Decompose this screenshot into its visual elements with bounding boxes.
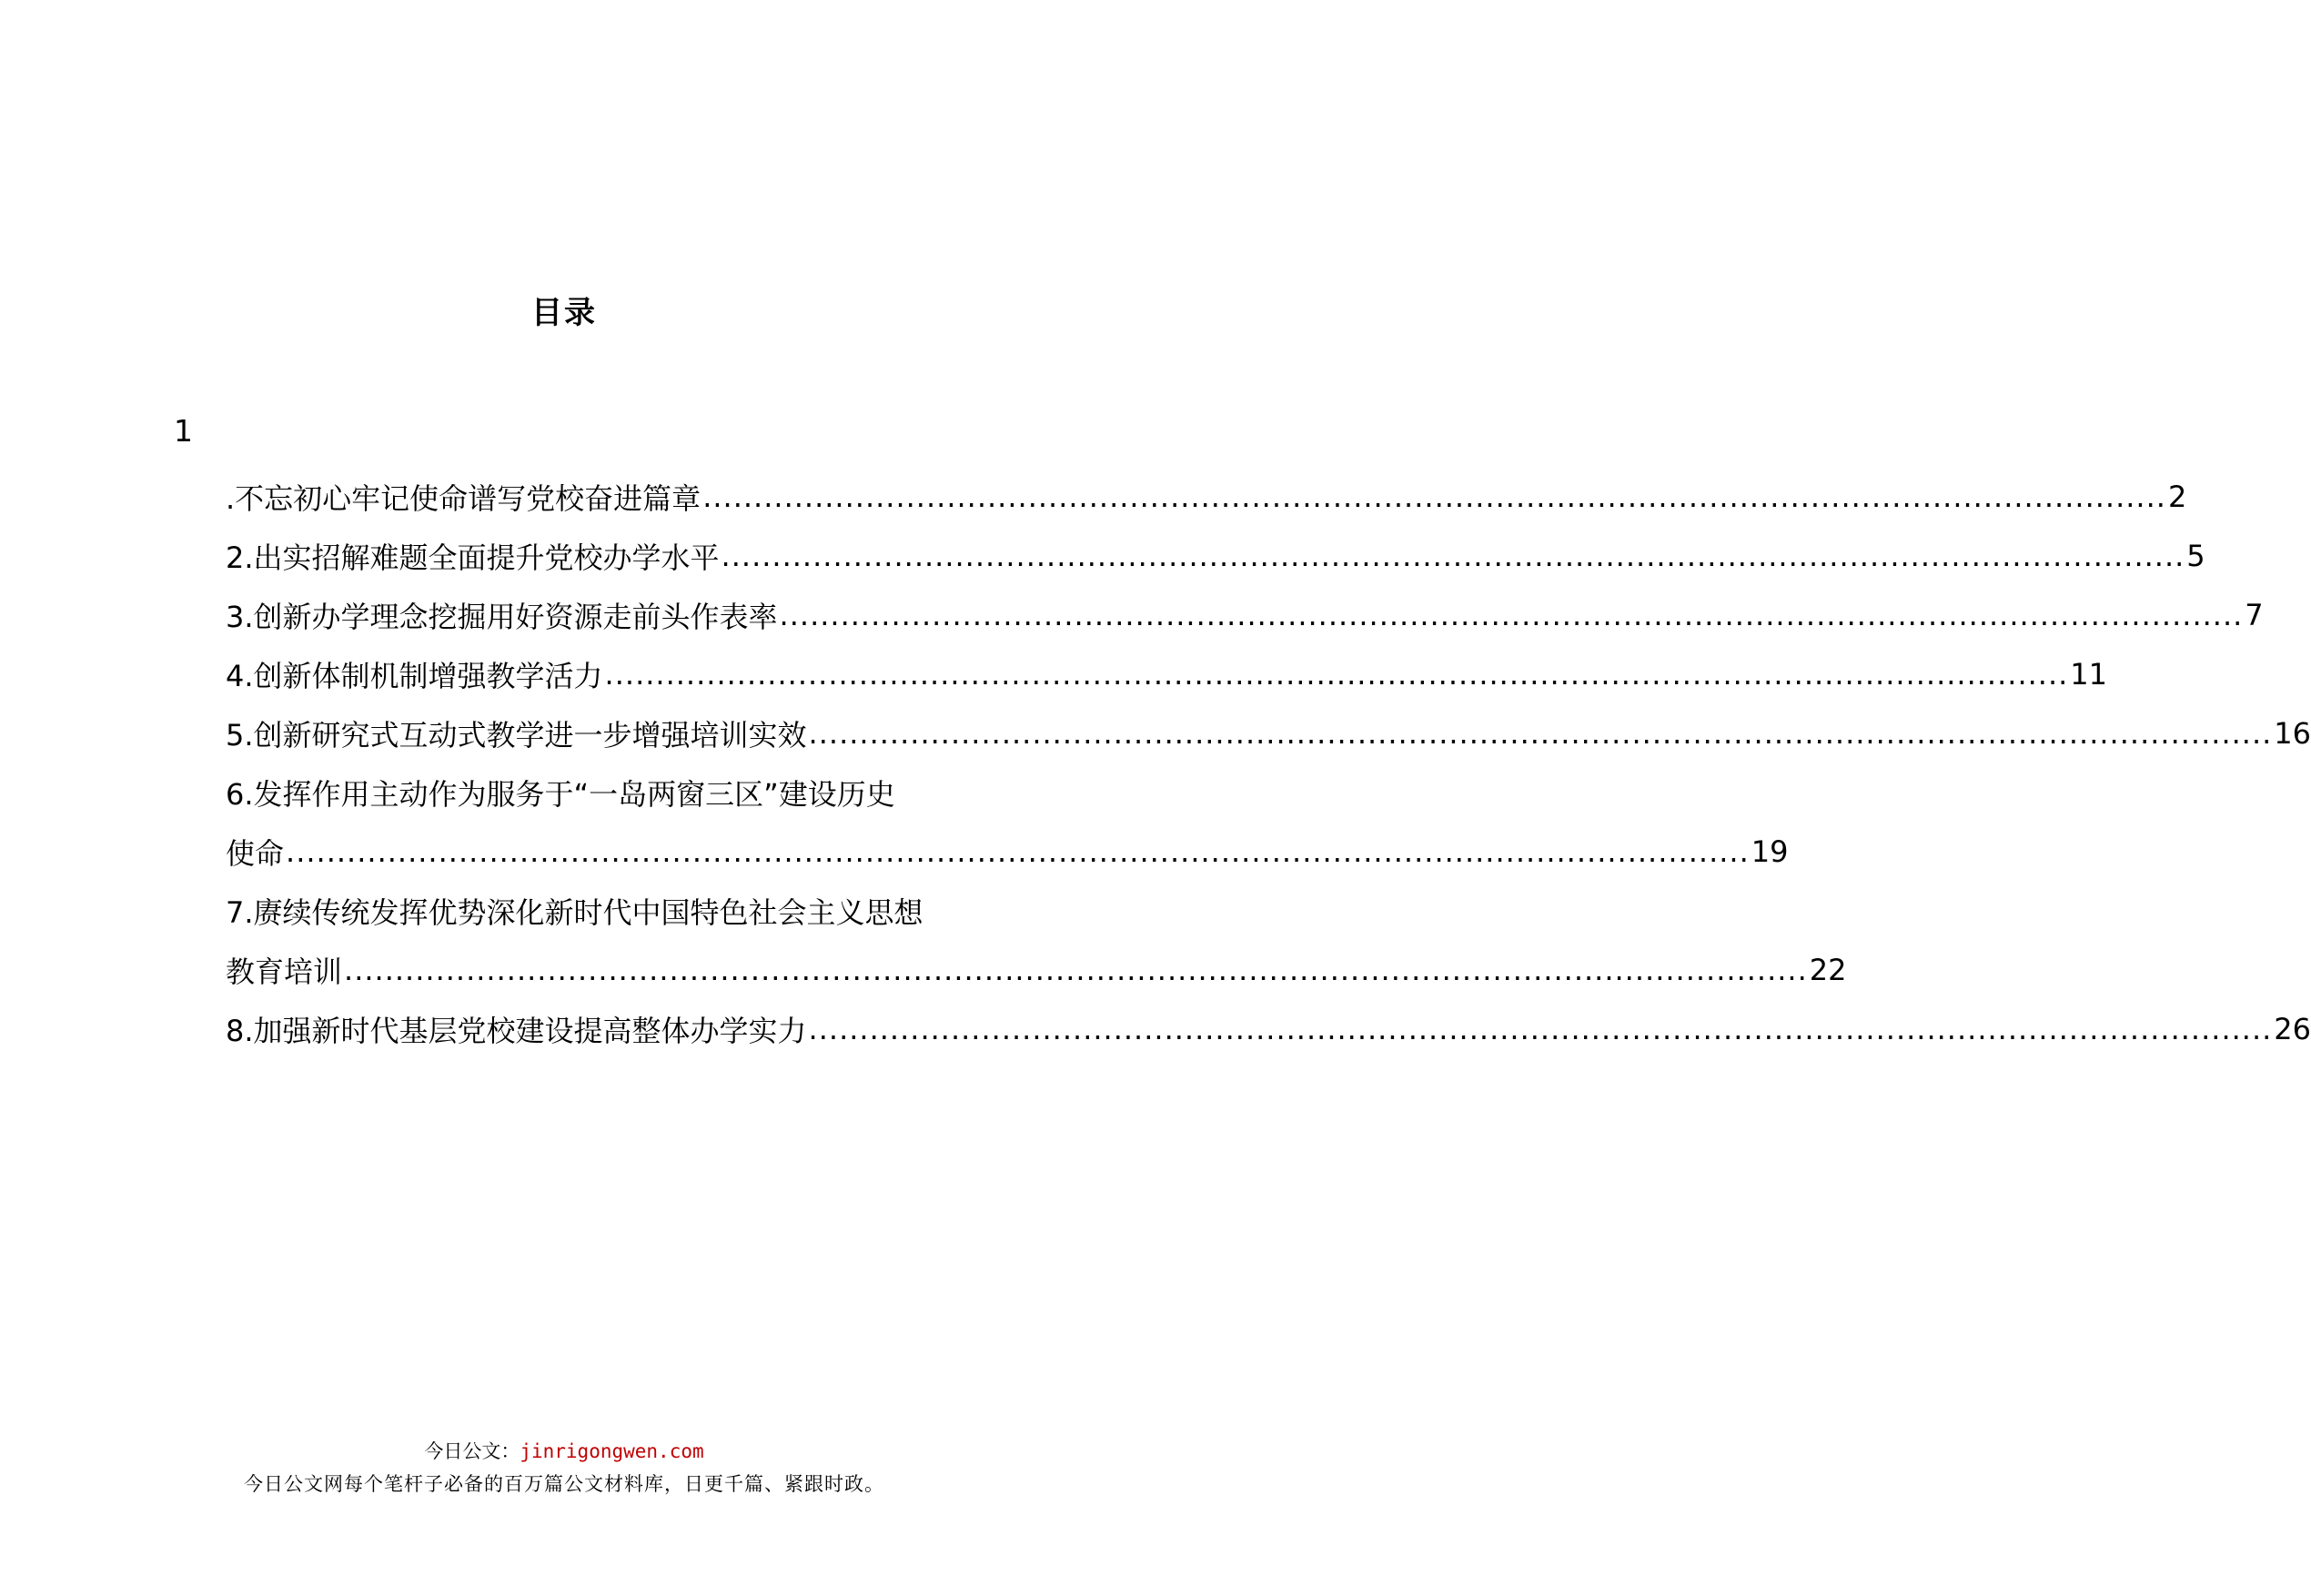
toc-entry-3[interactable] bbox=[226, 585, 2264, 644]
toc-entry-title: 4.创新体制机制增强教学活力 bbox=[226, 658, 603, 693]
toc-page-number: 26 bbox=[2274, 1011, 2311, 1046]
toc-entry-title: 6.发挥作用主动作为服务于“一岛两窗三区”建设历史 bbox=[226, 776, 895, 812]
toc-entry-title: 3.创新办学理念挖掘用好资源走前头作表率 bbox=[226, 599, 778, 634]
toc-entry-7-line-2[interactable] bbox=[226, 940, 1847, 999]
toc-entry-title: 教育培训 bbox=[226, 954, 343, 989]
toc-dot-leader: ................................................................................................................................................ bbox=[702, 479, 2166, 514]
toc-entry-title: .不忘初心牢记使命谱写党校奋进篇章 bbox=[226, 480, 701, 516]
toc-entry-5[interactable] bbox=[226, 703, 2311, 763]
toc-page-number: 5 bbox=[2186, 538, 2205, 573]
toc-dot-leader: ................................................................................................................................................ bbox=[808, 1011, 2273, 1046]
toc-entry-2[interactable] bbox=[226, 526, 2205, 585]
toc-entry-title: 7.赓续传统发挥优势深化新时代中国特色社会主义思想 bbox=[226, 894, 923, 930]
footer-site-link[interactable]: jinrigongwen.com bbox=[520, 1440, 704, 1462]
toc-dot-leader: ................................................................................................................................................ bbox=[721, 538, 2185, 573]
toc-entry-title: 5.创新研究式互动式教学进一步增强培训实效 bbox=[226, 717, 807, 753]
toc-page-number: 11 bbox=[2070, 656, 2108, 692]
toc-dot-leader: ................................................................................................................................................ bbox=[344, 952, 1808, 987]
footer-site-label: 今日公文： bbox=[424, 1440, 520, 1462]
toc-entry-8[interactable] bbox=[226, 999, 2311, 1058]
toc-entry-6-line-2[interactable] bbox=[226, 822, 1789, 881]
toc-entry-title: 使命 bbox=[226, 835, 285, 871]
toc-dot-leader: ................................................................................................................................................ bbox=[604, 656, 2069, 692]
toc-prefix-number: 1 bbox=[174, 413, 193, 449]
toc-page-number: 2 bbox=[2167, 479, 2187, 514]
footer-site-line bbox=[0, 1437, 1128, 1464]
toc-entry-title: 8.加强新时代基层党校建设提高整体办学实力 bbox=[226, 1013, 807, 1048]
toc-page-number: 7 bbox=[2245, 597, 2264, 632]
toc-page-number: 19 bbox=[1751, 833, 1789, 869]
toc-entry-6-line-1[interactable] bbox=[226, 763, 950, 822]
toc-entry-4[interactable] bbox=[226, 644, 2108, 703]
toc-entry-7-line-1[interactable] bbox=[226, 881, 950, 940]
toc-entry-1[interactable] bbox=[226, 467, 2187, 526]
toc-dot-leader: ................................................................................................................................................ bbox=[286, 833, 1750, 869]
toc-dot-leader: ................................................................................................................................................ bbox=[779, 597, 2244, 632]
footer-slogan: 今日公文网每个笔杆子必备的百万篇公文材料库，日更千篇、紧跟时政。 bbox=[244, 1473, 884, 1495]
toc-page-number: 22 bbox=[1809, 952, 1847, 987]
toc-dot-leader: ................................................................................................................................................ bbox=[808, 715, 2273, 751]
table-of-contents bbox=[226, 467, 2311, 1058]
page-title: 目录 bbox=[531, 295, 597, 331]
toc-page-number: 16 bbox=[2274, 715, 2311, 751]
toc-entry-title: 2.出实招解难题全面提升党校办学水平 bbox=[226, 540, 720, 575]
